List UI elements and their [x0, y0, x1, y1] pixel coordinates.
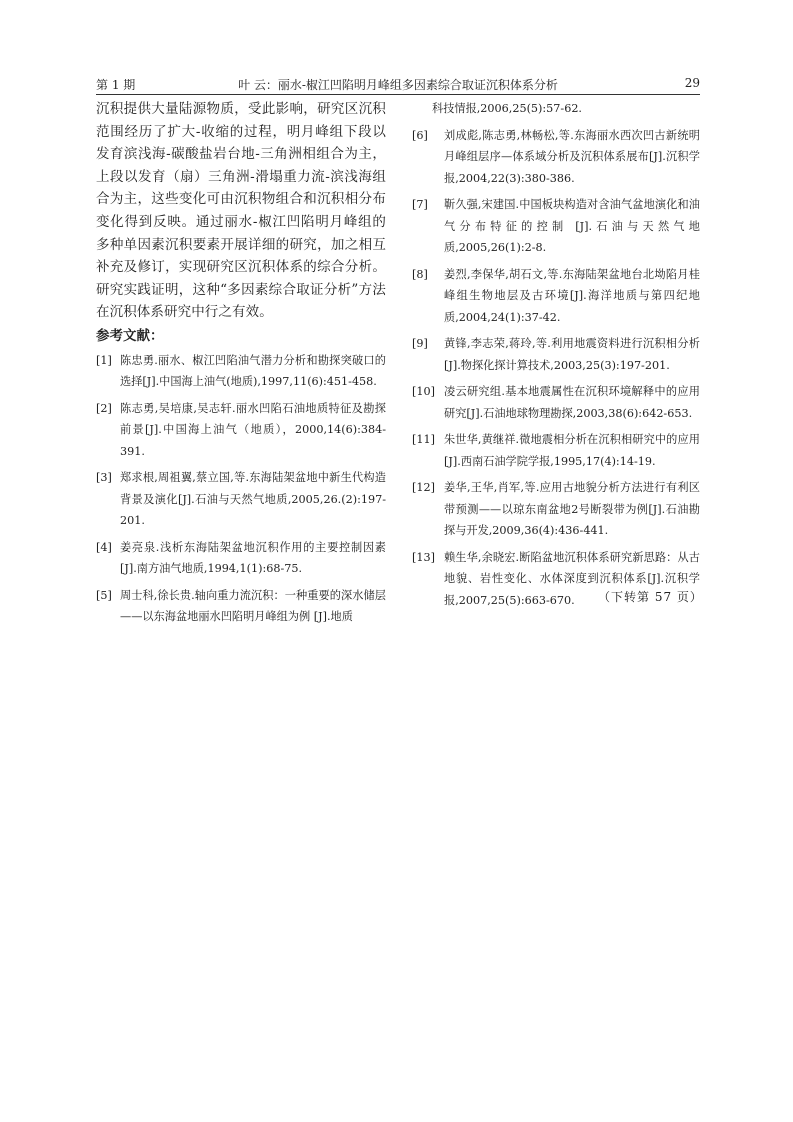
reference-text: 凌云研究组.基本地震属性在沉积环境解释中的应用研究[J].石油地球物理勘探,2003,38(6):642-653.: [444, 385, 700, 420]
right-column: [412, 98, 700, 616]
reference-number: [3]: [96, 471, 112, 485]
reference-number: [9]: [412, 337, 428, 350]
header-rule: [96, 94, 700, 95]
references-list-right: [412, 125, 700, 612]
references-title: 参考文献：: [96, 327, 164, 344]
reference-text: 靳久强,宋建国.中国板块构造对含油气盆地演化和油气分布特征的控制 [J].石油与天然气地质,2005,26(1):2-8.: [444, 198, 700, 254]
issue-label: 第 1 期: [96, 78, 136, 92]
reference-item: [412, 194, 700, 259]
reference-text: 陈忠勇.丽水、椒江凹陷油气潜力分析和勘探突破口的选择[J].中国海上油气(地质),1997,11(6):451-458.: [120, 353, 386, 389]
page-header: [96, 73, 700, 93]
reference-number: [8]: [412, 267, 428, 281]
page-number: 29: [684, 76, 700, 90]
reference-item: [412, 333, 700, 376]
reference-number: [2]: [96, 401, 112, 415]
running-title: 叶 云：丽水-椒江凹陷明月峰组多因素综合取证沉积体系分析: [238, 78, 558, 92]
reference-text: 赖生华,余晓宏.断陷盆地沉积体系研究新思路：从古地貌、岩性变化、水体深度到沉积体系[J].沉积学报,2007,25(5):663-670.: [444, 550, 700, 607]
continued-note: （下转第 57 页）: [598, 590, 703, 604]
reference-text: 姜亮泉.浅析东海陆架盆地沉积作用的主要控制因素[J].南方油气地质,1994,1(1):68-75.: [120, 540, 386, 576]
reference-number: [10]: [412, 385, 435, 398]
reference-number: [1]: [96, 353, 112, 367]
reference-item: [96, 585, 386, 628]
reference-item: [412, 429, 700, 472]
reference-continuation: 科技情报,2006,25(5):57-62.: [432, 102, 582, 115]
reference-number: [11]: [412, 433, 435, 446]
reference-item: [412, 125, 700, 190]
reference-number: [6]: [412, 128, 428, 142]
reference-item: [96, 537, 386, 580]
reference-text: 郑求根,周祖翼,蔡立国,等.东海陆架盆地中新生代构造背景及演化[J].石油与天然气地质,2005,26.(2):197-201.: [120, 471, 386, 528]
reference-text: 姜华,王华,肖军,等.应用古地貌分析方法进行有利区带预测——以琼东南盆地2号断裂带为例[J].石油勘探与开发,2009,36(4):436-441.: [444, 481, 700, 537]
reference-number: [7]: [412, 198, 428, 211]
reference-text: 朱世华,黄继祥.微地震相分析在沉积相研究中的应用[J].西南石油学院学报,1995,17(4):14-19.: [444, 433, 700, 468]
body-paragraph: 沉积提供大量陆源物质，受此影响，研究区沉积范围经历了扩大-收缩的过程，明月峰组下段以发育滨浅海-碳酸盐岩台地-三角洲相组合为主，上段以发育（扇）三角洲-滑塌重力流-滨浅海组合为主，这些变化可由沉积物组合和沉积相分布变化得到反映。通过丽水-椒江凹陷明月峰组的多种单因素沉积要素开展详细的研究，加之相互补充及修订，实现研究区沉积体系的综合分析。研究实践证明，这种“多因素综合取证分析”方法在沉积体系研究中行之有效。: [96, 101, 386, 321]
reference-number: [4]: [96, 540, 112, 554]
reference-number: [13]: [412, 550, 435, 564]
reference-number: [12]: [412, 481, 435, 494]
reference-text: 陈志勇,吴培康,吴志轩.丽水凹陷石油地质特征及勘探前景[J].中国海上油气（地质），2000,14(6):384-391.: [120, 401, 386, 458]
left-column: [96, 98, 386, 633]
reference-item: [96, 350, 386, 393]
reference-item: [96, 467, 386, 532]
reference-text: 黄锋,李志荣,蒋玲,等.利用地震资料进行沉积相分析[J].物探化探计算技术,2003,25(3):197-201.: [444, 337, 700, 372]
reference-text: 周士科,徐长贵.轴向重力流沉积：一种重要的深水储层——以东海盆地丽水凹陷明月峰组为例 [J].地质: [120, 588, 386, 624]
reference-item: [412, 264, 700, 329]
reference-item: [412, 477, 700, 542]
reference-text: 刘成彪,陈志勇,林畅松,等.东海丽水西次凹古新统明月峰组层序—体系域分析及沉积体系展布[J].沉积学报,2004,22(3):380-386.: [444, 128, 700, 185]
reference-item: [96, 398, 386, 463]
reference-number: [5]: [96, 588, 112, 602]
references-list-left: [96, 350, 386, 628]
reference-item: [412, 381, 700, 424]
reference-text: 姜烈,李保华,胡石文,等.东海陆架盆地台北坳陷月桂峰组生物地层及古环境[J].海洋地质与第四纪地质,2004,24(1):37-42.: [444, 267, 700, 324]
